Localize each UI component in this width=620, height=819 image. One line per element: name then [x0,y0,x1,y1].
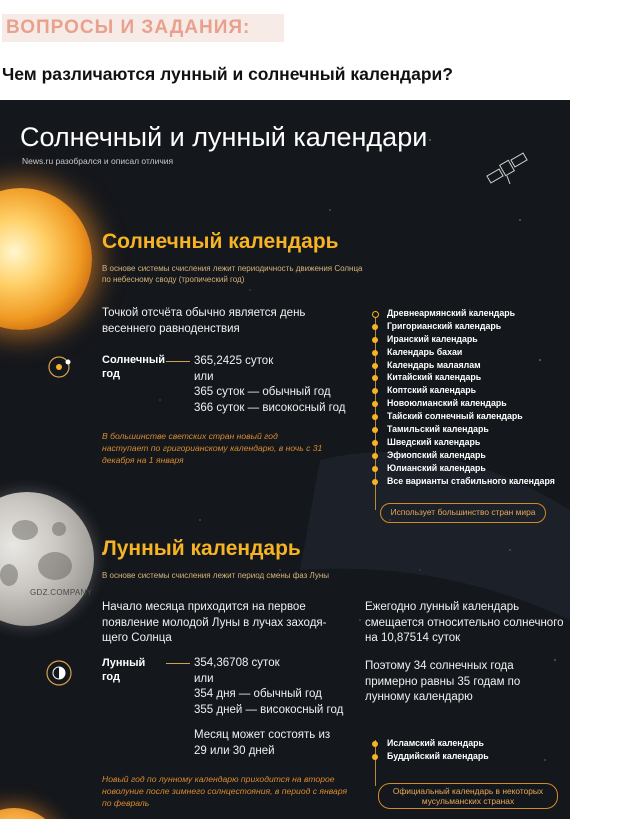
list-item: Календарь бахаи [373,346,555,359]
solar-year-line: или [194,370,214,383]
list-item: Юлианский календарь [373,462,555,475]
lunar-calendar-list [373,737,489,763]
list-item: Иранский календарь [373,333,555,346]
lunar-heading: Лунный календарь [102,537,301,560]
lunar-month-start: Начало месяца приходится на первое появление молодой Луны в лучах заходя-щего Солнца [102,601,327,644]
solar-description: В основе системы счисления лежит периодичность движения Солнца по небесному своду (тропический год) [102,264,363,284]
infographic [0,100,570,819]
list-item: Китайский календарь [373,371,555,384]
lunar-usage-badge: Официальный календарь в некоторых мусульманских странах [378,783,558,809]
list-item: Календарь малаялам [373,359,555,372]
list-item: Исламский календарь [373,737,489,750]
lunar-description: В основе системы счисления лежит период смены фаз Луны [102,571,330,580]
poster-title: Солнечный и лунный календари [20,122,428,152]
satellite-icon [486,150,530,190]
lunar-connector [166,663,190,664]
list-item: Буддийский календарь [373,750,489,763]
list-item: Древнеармянский календарь [373,307,555,320]
poster-subtitle: News.ru разобрался и описал отличия [22,156,174,166]
list-item: Тайский солнечный календарь [373,410,555,423]
solar-year-line: 365,2425 суток [194,355,274,367]
solar-connector [166,361,190,362]
lunar-shift: Ежегодно лунный календарь смещается относительно солнечного на 10,87514 суток [365,601,564,644]
moon-phase-icon [42,656,76,690]
orbit-icon [42,350,76,384]
question-text: Чем различаются лунный и солнечный календари? [2,64,454,84]
list-item: Новоюлианский календарь [373,397,555,410]
solar-calendar-list [373,307,555,487]
list-item: Все варианты стабильного календаря [373,475,555,488]
lunar-year-line: 354,36708 суток [194,657,280,669]
solar-heading: Солнечный календарь [102,230,339,253]
watermark: GDZ.COMPANY [30,588,93,597]
solar-usage-badge: Использует большинство стран мира [380,503,546,523]
solar-year-line: 365 суток — обычный год [194,386,331,398]
solar-year-values [194,354,345,416]
lunar-year-label: Лунный год [102,657,146,683]
solar-start-point: Точкой отсчёта обычно является день весеннего равноденствия [102,307,306,335]
list-item: Григорианский календарь [373,320,555,333]
solar-new-year-note: В большинстве светских стран новый год наступает по григорианскому календарю, в ночь с 31 декабря на 1 января [102,431,323,465]
solar-year-line: 366 суток — високосный год [194,401,346,414]
section-label: ВОПРОСЫ И ЗАДАНИЯ: [2,14,284,42]
list-item: Коптский календарь [373,384,555,397]
lunar-year-line: или [194,672,214,685]
lunar-new-year-note: Новый год по лунному календарю приходится на второе новолуние после зимнего солнцестояния, в период с января по февраль [102,774,348,808]
lunar-year-line: 355 дней — високосный год [194,703,344,716]
lunar-comparison: Поэтому 34 солнечных года примерно равны 35 годам по лунному календарю [365,660,521,703]
lunar-month-length: Месяц может состоять из 29 или 30 дней [194,729,331,757]
lunar-year-values [194,656,343,718]
solar-year-label: Солнечный год [102,354,166,380]
lunar-year-line: 354 дня — обычный год [194,688,322,700]
list-item: Шведский календарь [373,436,555,449]
list-item: Эфиопский календарь [373,449,555,462]
list-item: Тамильский календарь [373,423,555,436]
